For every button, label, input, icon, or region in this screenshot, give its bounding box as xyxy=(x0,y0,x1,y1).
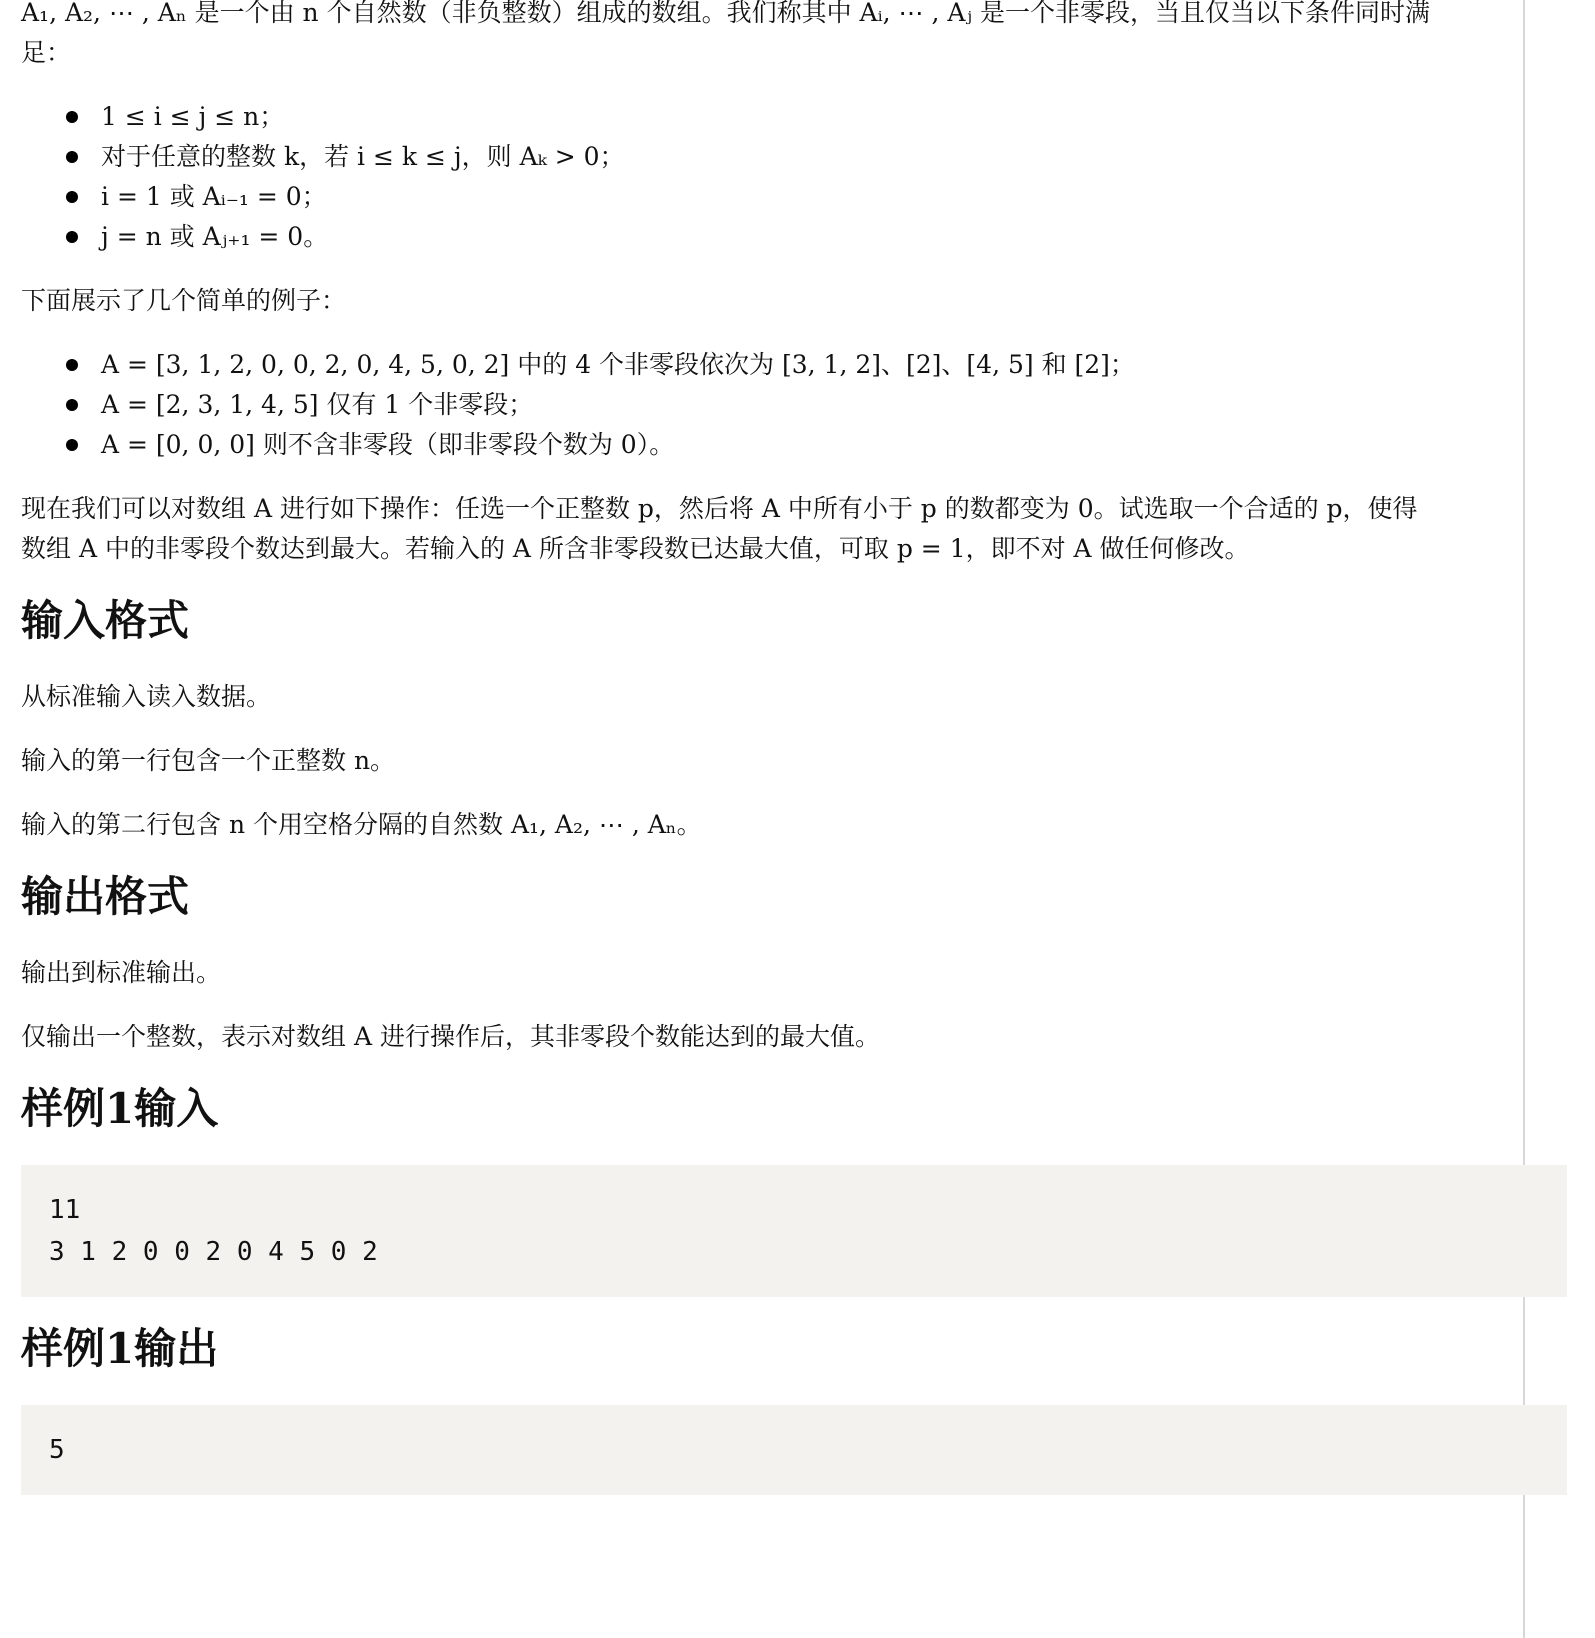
output-format-p2: 仅输出一个整数，表示对数组 A 进行操作后，其非零段个数能达到的最大值。 xyxy=(21,1022,880,1051)
sample1-input-heading: 样例1输入 xyxy=(21,1084,219,1133)
list-item: i = 1 或 Aᵢ₋₁ = 0； xyxy=(21,177,1571,217)
list-item: 对于任意的整数 k，若 i ≤ k ≤ j，则 Aₖ > 0； xyxy=(21,137,1571,177)
list-item: A = [2, 3, 1, 4, 5] 仅有 1 个非零段； xyxy=(21,385,1571,425)
bullet-icon xyxy=(66,399,78,411)
input-format-p2: 输入的第一行包含一个正整数 n。 xyxy=(21,746,396,775)
sample1-input-code: 11 3 1 2 0 0 2 0 4 5 0 2 xyxy=(21,1165,1567,1297)
output-format-heading: 输出格式 xyxy=(21,872,190,921)
list-item: A = [0, 0, 0] 则不含非零段（即非零段个数为 0）。 xyxy=(21,425,1571,465)
list-item: j = n 或 Aⱼ₊₁ = 0。 xyxy=(21,217,1571,257)
bullet-icon xyxy=(66,151,78,163)
conditions-list xyxy=(21,97,1571,257)
list-item: A = [3, 1, 2, 0, 0, 2, 0, 4, 5, 0, 2] 中的 4 个非零段依次为 [3, 1, 2]、[2]、[4, 5] 和 [2]； xyxy=(21,345,1571,385)
bullet-icon xyxy=(66,191,78,203)
sample1-output-code: 5 xyxy=(21,1405,1567,1495)
operation-line-1: 现在我们可以对数组 A 进行如下操作：任选一个正整数 p，然后将 A 中所有小于 p 的数都变为 0。试选取一个合适的 p，使得 xyxy=(21,494,1418,523)
intro-line-1: A₁, A₂, ⋯ , Aₙ 是一个由 n 个自然数（非负整数）组成的数组。我们称其中 Aᵢ, ⋯ , Aⱼ 是一个非零段，当且仅当以下条件同时满 xyxy=(21,0,1430,27)
list-item: 1 ≤ i ≤ j ≤ n； xyxy=(21,97,1571,137)
sample1-output-heading: 样例1输出 xyxy=(21,1324,219,1373)
operation-paragraph xyxy=(21,489,1571,569)
input-format-p3: 输入的第二行包含 n 个用空格分隔的自然数 A₁, A₂, ⋯ , Aₙ。 xyxy=(21,810,702,839)
problem-statement xyxy=(21,0,1571,1517)
input-format-heading: 输入格式 xyxy=(21,596,190,645)
intro-line-2: 足： xyxy=(21,38,72,67)
examples-list xyxy=(21,345,1571,465)
input-format-p1: 从标准输入读入数据。 xyxy=(21,682,272,711)
output-format-p1: 输出到标准输出。 xyxy=(21,958,222,987)
examples-intro: 下面展示了几个简单的例子： xyxy=(21,286,347,315)
bullet-icon xyxy=(66,359,78,371)
bullet-icon xyxy=(66,231,78,243)
operation-line-2: 数组 A 中的非零段个数达到最大。若输入的 A 所含非零段数已达最大值，可取 p = 1，即不对 A 做任何修改。 xyxy=(21,534,1250,563)
bullet-icon xyxy=(66,111,78,123)
bullet-icon xyxy=(66,439,78,451)
intro-paragraph xyxy=(21,0,1571,73)
